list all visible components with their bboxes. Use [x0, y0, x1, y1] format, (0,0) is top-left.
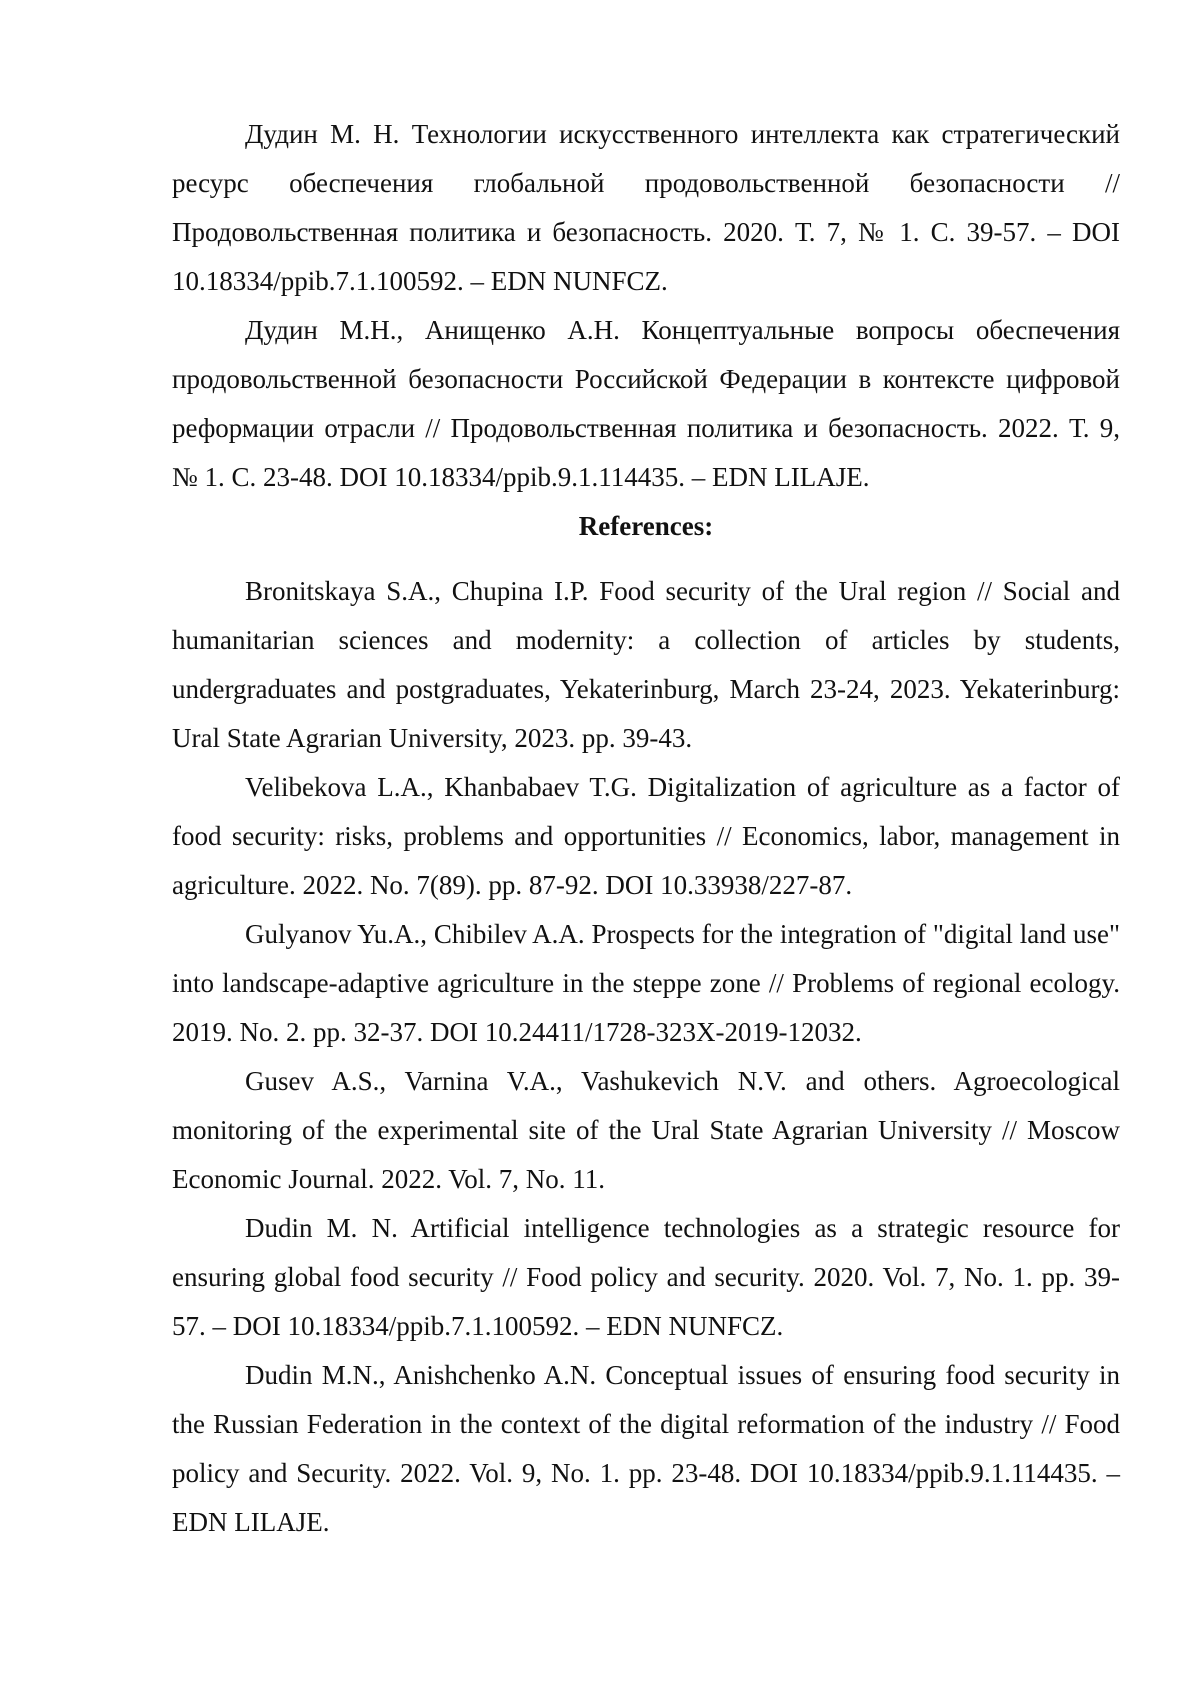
reference-velibekova: Velibekova L.A., Khanbabaev T.G. Digitalization of agriculture as a factor of food security: risks, problems and opportunities // Economics, labor, management in agriculture. 2022. No. 7(89). pp. 87-92. DOI 10.33938/227-87.: [172, 772, 1120, 900]
document-page: [172, 110, 1120, 1547]
reference-dudin-2020: Dudin M. N. Artificial intelligence technologies as a strategic resource for ensuring global food security // Food policy and security. 2020. Vol. 7, No. 1. pp. 39-57. – DOI 10.18334/ppib.7.1.100592. – EDN NUNFCZ.: [172, 1213, 1120, 1341]
reference-bronitskaya: Bronitskaya S.A., Chupina I.P. Food security of the Ural region // Social and humanitarian sciences and modernity: a collection of articles by students, undergraduates and postgraduates, Yekaterinburg, March 23-24, 2023. Yekaterinburg: Ural State Agrarian University, 2023. pp. 39-43.: [172, 576, 1120, 753]
reference-gulyanov: Gulyanov Yu.A., Chibilev A.A. Prospects for the integration of "digital land use" into landscape-adaptive agriculture in the steppe zone // Problems of regional ecology. 2019. No. 2. pp. 32-37. DOI 10.24411/1728-323X-2019-12032.: [172, 919, 1120, 1047]
reference-dudin-anishchenko-2022: Dudin M.N., Anishchenko A.N. Conceptual issues of ensuring food security in the Russian Federation in the context of the digital reformation of the industry // Food policy and Security. 2022. Vol. 9, No. 1. pp. 23-48. DOI 10.18334/ppib.9.1.114435. – EDN LILAJE.: [172, 1360, 1120, 1537]
references-heading: References:: [578, 511, 714, 541]
russian-reference-dudin-anishchenko-2022: Дудин М.Н., Анищенко А.Н. Концептуальные вопросы обеспечения продовольственной безопасности Российской Федерации в контексте цифровой реформации отрасли // Продовольственная политика и безопасность. 2022. Т. 9, № 1. С. 23-48. DOI 10.18334/ppib.9.1.114435. – EDN LILAJE.: [172, 315, 1120, 492]
russian-reference-dudin-2020: Дудин М. Н. Технологии искусственного интеллекта как стратегический ресурс обеспечения глобальной продовольственной безопасности // Продовольственная политика и безопасность. 2020. Т. 7, № 1. С. 39-57. – DOI 10.18334/ppib.7.1.100592. – EDN NUNFCZ.: [172, 119, 1120, 296]
reference-gusev: Gusev A.S., Varnina V.A., Vashukevich N.V. and others. Agroecological monitoring of the experimental site of the Ural State Agrarian University // Moscow Economic Journal. 2022. Vol. 7, No. 11.: [172, 1066, 1120, 1194]
